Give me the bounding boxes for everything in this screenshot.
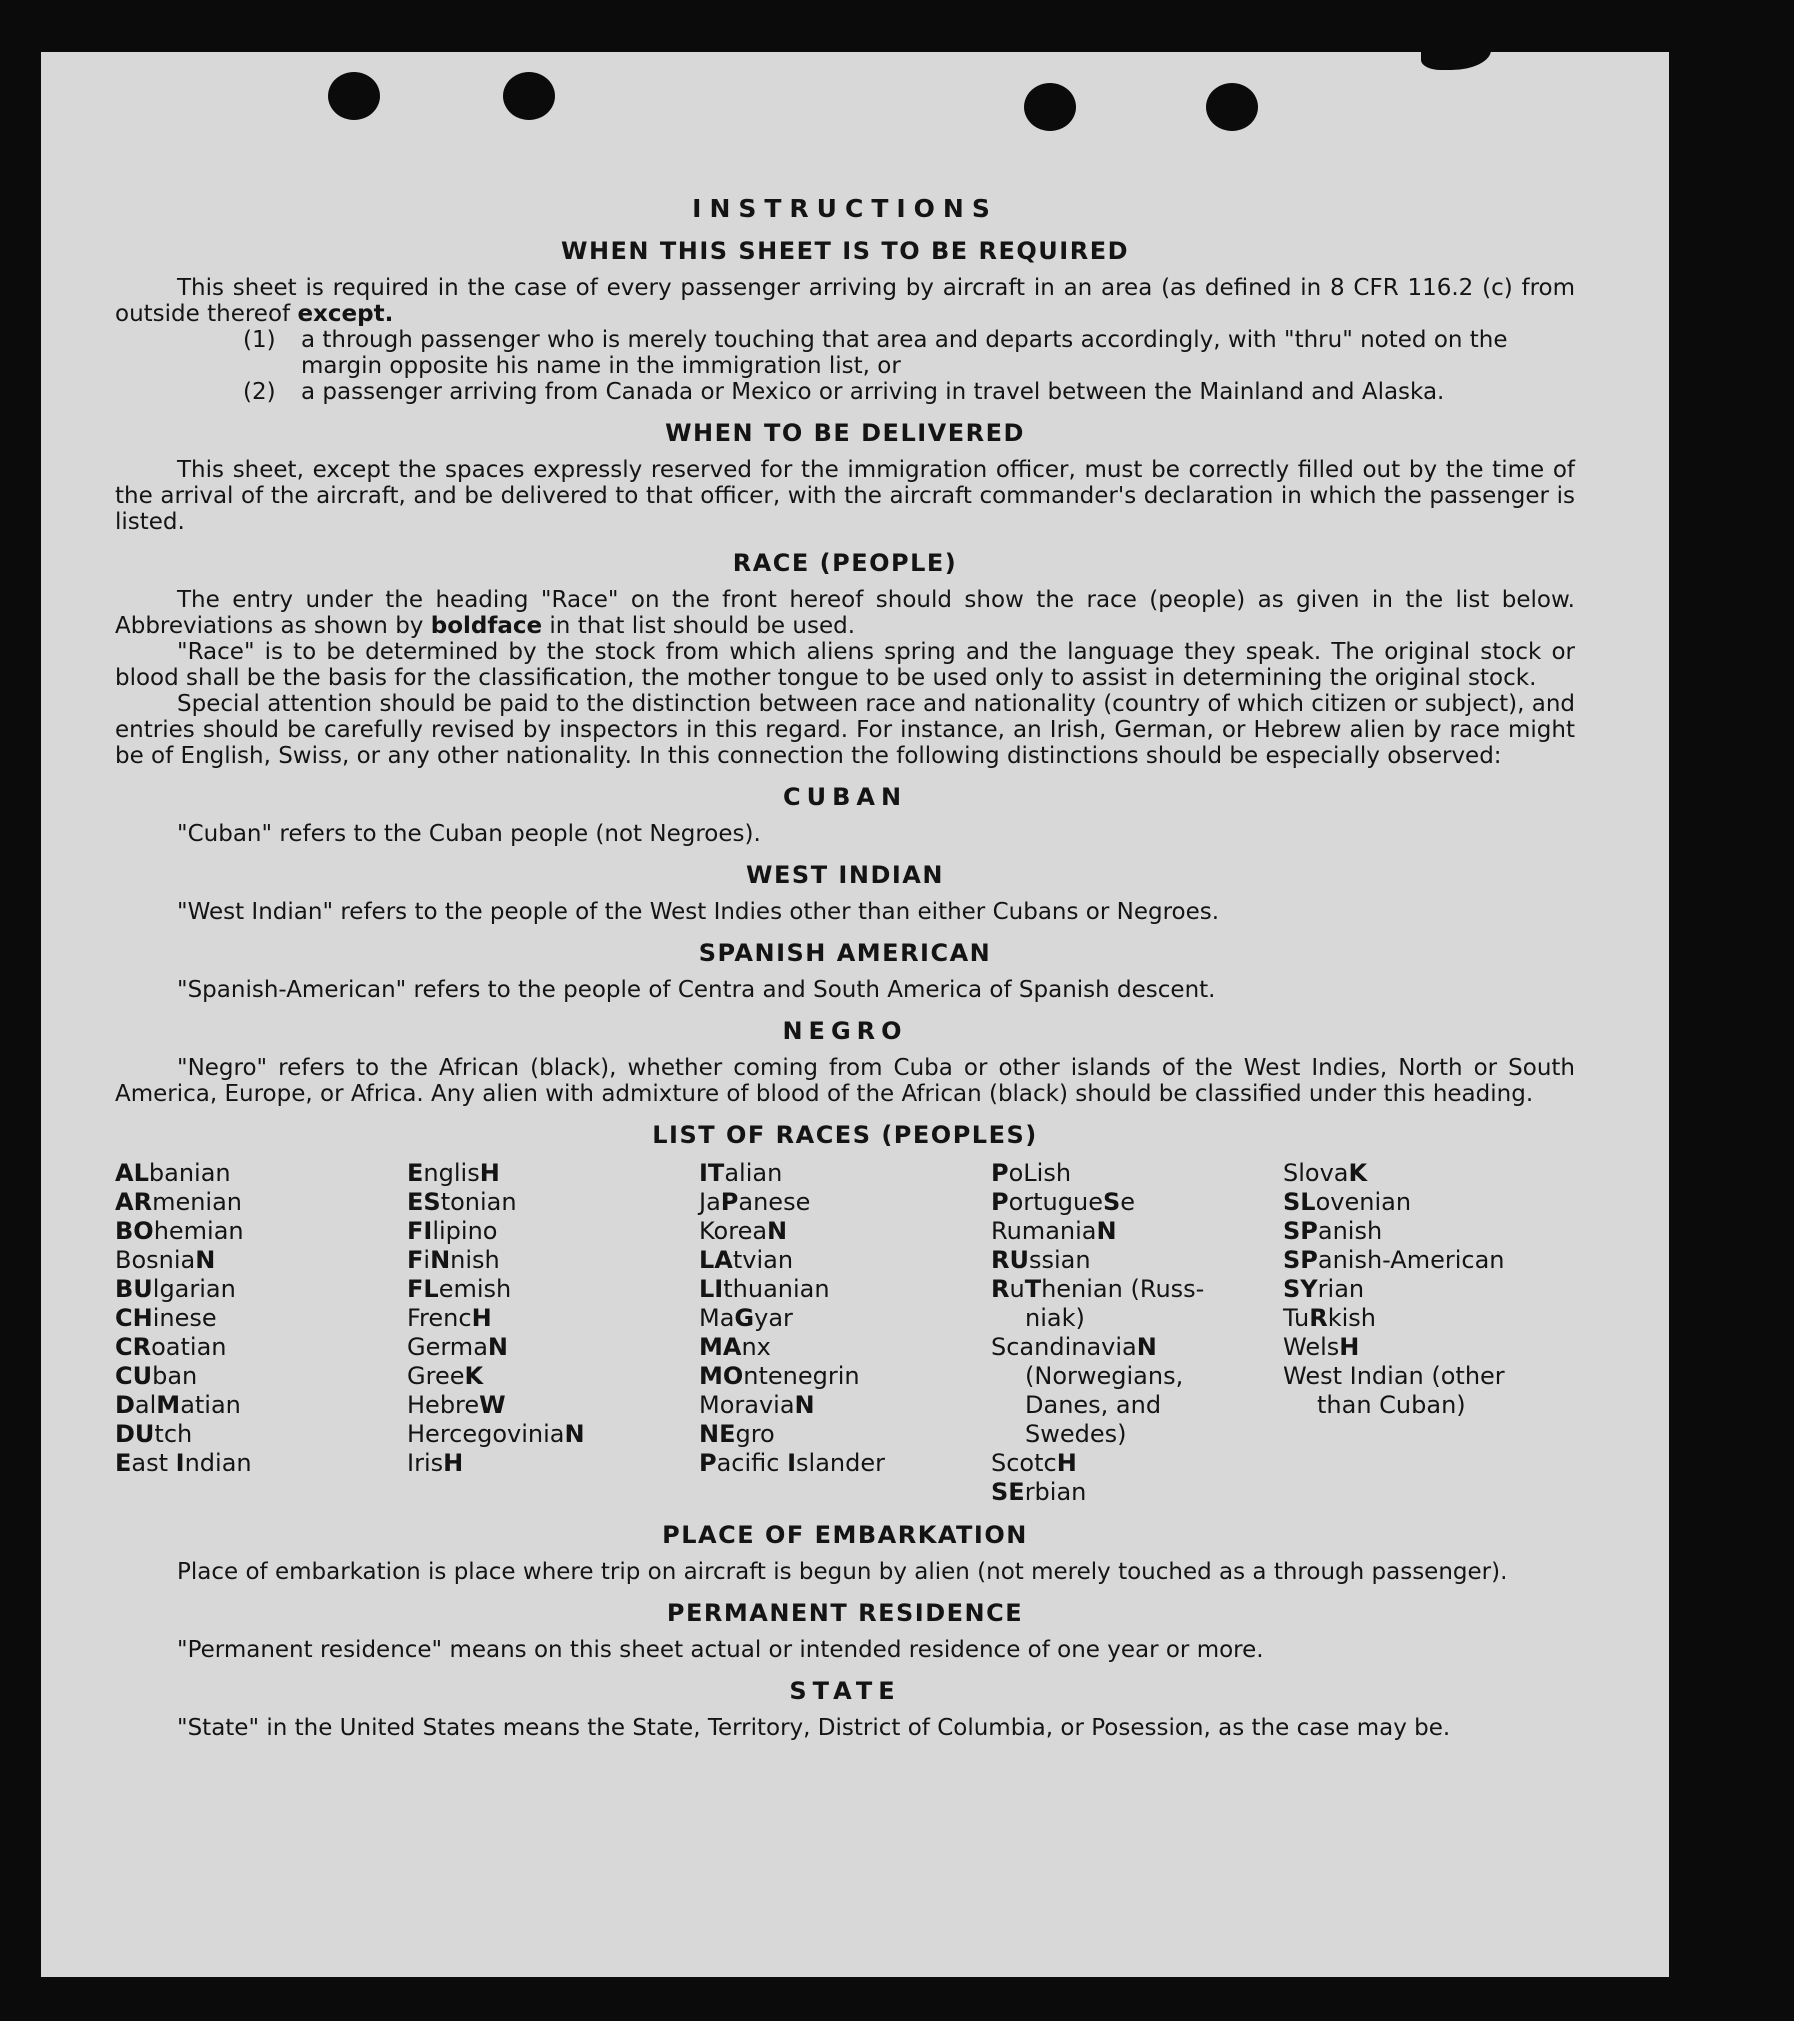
race-item: WelsH: [1283, 1333, 1360, 1361]
race-item: MaGyar: [699, 1304, 793, 1332]
race-column: [115, 1159, 407, 1507]
torn-edge: [1421, 46, 1491, 70]
race-item: EnglisH: [407, 1159, 500, 1187]
race-item: BUlgarian: [115, 1275, 236, 1303]
paragraph: "West Indian" refers to the people of the West Indies other than either Cubans or Negroes.: [177, 899, 1220, 925]
main-title: INSTRUCTIONS: [692, 194, 998, 223]
race-item: CRoatian: [115, 1333, 227, 1361]
race-item: HercegoviniaN: [407, 1420, 585, 1448]
race-item: West Indian (other: [1283, 1362, 1505, 1390]
document-page: [41, 52, 1669, 1977]
race-item: FLemish: [407, 1275, 512, 1303]
list-item: (1) a through passenger who is merely touching that area and departs accordingly, with "thru" noted on the margin opposite his name in the immigration list, or: [243, 327, 1508, 379]
paragraph: "Race" is to be determined by the stock from which aliens spring and the language they speak. The original stock or blood shall be the basis for the classification, the mother tongue to be used only to assist in determining the original stock.: [115, 639, 1575, 691]
section-heading: SPANISH AMERICAN: [698, 939, 992, 967]
race-item: FIlipino: [407, 1217, 498, 1245]
race-item: ScotcH: [991, 1449, 1077, 1477]
section-heading: WHEN THIS SHEET IS TO BE REQUIRED: [560, 237, 1130, 265]
race-column: [1283, 1159, 1575, 1507]
race-item: BosniaN: [115, 1246, 216, 1274]
race-item: IrisH: [407, 1449, 464, 1477]
race-item-note: (Norwegians,: [1025, 1362, 1184, 1390]
section-heading: WHEN TO BE DELIVERED: [665, 419, 1025, 447]
paragraph: "State" in the United States means the State, Territory, District of Columbia, or Posession, as the case may be.: [177, 1715, 1451, 1741]
race-item: TuRkish: [1283, 1304, 1376, 1332]
race-item: ScandinaviaN: [991, 1333, 1157, 1361]
race-item: ALbanian: [115, 1159, 231, 1187]
section-heading: CUBAN: [782, 783, 908, 811]
race-column: [991, 1159, 1283, 1507]
punch-hole: [1206, 83, 1258, 131]
race-item: Pacific Islander: [699, 1449, 886, 1477]
race-item: RuThenian (Russ-: [991, 1275, 1205, 1303]
race-item: GreeK: [407, 1362, 484, 1390]
race-item: DalMatian: [115, 1391, 241, 1419]
race-item: MoraviaN: [699, 1391, 815, 1419]
race-column: [699, 1159, 991, 1507]
race-item-note: Danes, and: [1025, 1391, 1162, 1419]
section-heading: WEST INDIAN: [746, 861, 944, 889]
race-item-note: than Cuban): [1317, 1391, 1466, 1419]
race-item: FiNnish: [407, 1246, 500, 1274]
race-item: PortugueSe: [991, 1188, 1136, 1216]
race-item: HebreW: [407, 1391, 506, 1419]
paragraph: This sheet, except the spaces expressly reserved for the immigration officer, must be correctly filled out by the time of the arrival of the aircraft, and be delivered to that officer, with the aircraft commander's declaration in which the passenger is listed.: [115, 457, 1575, 535]
paragraph: "Spanish-American" refers to the people of Centra and South America of Spanish descent.: [177, 977, 1216, 1003]
race-item-note: Swedes): [1025, 1420, 1127, 1448]
paragraph: Special attention should be paid to the distinction between race and nationality (country of which citizen or subject), and entries should be carefully revised by inspectors in this regard. For instance, an Irish, German, or Hebrew alien by race might be of English, Swiss, or any other nationality. In this connection the following distinctions should be especially observed:: [115, 691, 1575, 769]
race-item: SlovaK: [1283, 1159, 1368, 1187]
race-item: East Indian: [115, 1449, 252, 1477]
race-item-note: niak): [1025, 1304, 1085, 1332]
race-item: DUtch: [115, 1420, 193, 1448]
instructions-content: [115, 194, 1575, 1741]
race-item: CHinese: [115, 1304, 217, 1332]
race-item: KoreaN: [699, 1217, 788, 1245]
race-item: SPanish-American: [1283, 1246, 1505, 1274]
paragraph: "Permanent residence" means on this sheet actual or intended residence of one year or more.: [177, 1637, 1264, 1663]
section-heading: NEGRO: [782, 1017, 908, 1045]
race-item: PoLish: [991, 1159, 1072, 1187]
section-heading: PERMANENT RESIDENCE: [666, 1599, 1024, 1627]
section-heading: RACE (PEOPLE): [732, 549, 958, 577]
race-item: ITalian: [699, 1159, 783, 1187]
race-item: MAnx: [699, 1333, 771, 1361]
race-item: LIthuanian: [699, 1275, 830, 1303]
punch-hole: [503, 72, 555, 120]
race-item: SYrian: [1283, 1275, 1365, 1303]
paragraph: Place of embarkation is place where trip on aircraft is begun by alien (not merely touched as a through passenger).: [177, 1559, 1508, 1585]
race-item: GermaN: [407, 1333, 508, 1361]
race-item: MOntenegrin: [699, 1362, 860, 1390]
paragraph: "Cuban" refers to the Cuban people (not Negroes).: [177, 821, 761, 847]
paragraph: "Negro" refers to the African (black), whether coming from Cuba or other islands of the West Indies, North or South America, Europe, or Africa. Any alien with admixture of blood of the African (black) should be classified under this heading.: [115, 1055, 1575, 1107]
race-item: JaPanese: [699, 1188, 811, 1216]
paragraph: This sheet is required in the case of every passenger arriving by aircraft in an area (as defined in 8 CFR 116.2 (c) from outside thereof except.: [115, 275, 1575, 327]
race-column: [407, 1159, 699, 1507]
race-item: SPanish: [1283, 1217, 1383, 1245]
race-item: EStonian: [407, 1188, 517, 1216]
race-list: [115, 1159, 1575, 1507]
punch-hole: [328, 72, 380, 120]
race-item: RUssian: [991, 1246, 1091, 1274]
section-heading: LIST OF RACES (PEOPLES): [652, 1121, 1038, 1149]
punch-hole: [1024, 83, 1076, 131]
race-item: SErbian: [991, 1478, 1087, 1506]
paragraph: The entry under the heading "Race" on the front hereof should show the race (people) as given in the list below. Abbreviations as shown by boldface in that list should be used.: [115, 587, 1575, 639]
list-item: (2) a passenger arriving from Canada or Mexico or arriving in travel between the Mainland and Alaska.: [243, 379, 1445, 405]
section-heading: PLACE OF EMBARKATION: [662, 1521, 1028, 1549]
section-heading: STATE: [789, 1677, 901, 1705]
race-item: FrencH: [407, 1304, 492, 1332]
race-item: BOhemian: [115, 1217, 244, 1245]
race-item: ARmenian: [115, 1188, 243, 1216]
race-item: NEgro: [699, 1420, 775, 1448]
race-item: RumaniaN: [991, 1217, 1117, 1245]
race-item: CUban: [115, 1362, 198, 1390]
race-item: SLovenian: [1283, 1188, 1412, 1216]
race-item: LAtvian: [699, 1246, 794, 1274]
